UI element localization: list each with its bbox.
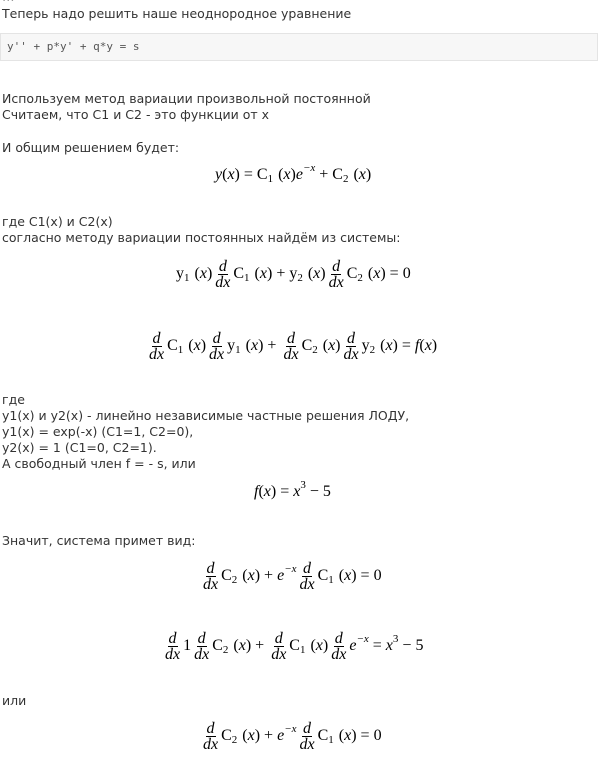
free-term-text: А свободный член f = - s, или — [2, 456, 196, 471]
where-text-3: где — [2, 392, 25, 407]
independence-text: y1(x) и y2(x) - линейно независимые частные решения ЛОДУ, — [2, 408, 410, 423]
cut-off-text — [2, 0, 15, 5]
system-equation-1: y 1 ( x ) $\frac{d}{dx}$ C 1 ( x ) + y 2 ( x ) $\frac{d}{dx}$ C 2 ( x ) = 0 — [176, 257, 411, 291]
system-equation-2: $\frac{d}{dx}$ C 1 ( x ) $\frac{d}{dx}$ y 1 ( x ) + $\frac{d}{dx}$ C 2 ( x ) $\frac{d}{dx}$ y 2 ( x ) = f ( x ) — [149, 329, 438, 363]
where-text-2: согласно методу вариации постоянных найдём из системы: — [2, 230, 401, 245]
general-solution-label: И общим решением будет: — [2, 140, 180, 155]
final-system-equation-2: $\frac{d}{dx}$ 1 $\frac{d}{dx}$ C 2 ( x ) + $\frac{d}{dx}$ C 1 ( x ) $\frac{d}{dx}$ e −x = x 3 − 5 — [165, 629, 424, 663]
where-text-1: где C1(x) и C2(x) — [2, 214, 113, 229]
method-text-2: Считаем, что C1 и C2 - это функции от x — [2, 107, 270, 122]
system-label: Значит, система примет вид: — [2, 533, 196, 548]
code-block: y'' + p*y' + q*y = s — [0, 33, 598, 61]
y2-definition: y2(x) = 1 (C1=0, C2=1). — [2, 440, 157, 455]
general-solution-formula: y ( x ) = C 1 ( x ) e −x + C 2 ( x ) — [215, 162, 372, 185]
final-system-equation-3: $\frac{d}{dx}$ C 2 ( x ) + e −x $\frac{d}{dx}$ C 1 ( x ) = 0 — [203, 719, 382, 753]
final-system-equation-1: $\frac{d}{dx}$ C 2 ( x ) + e −x $\frac{d}{dx}$ C 1 ( x ) = 0 — [203, 559, 382, 593]
method-text-1: Используем метод вариации произвольной постоянной — [2, 91, 371, 106]
free-term-formula: f ( x ) = x 3 − 5 — [254, 479, 331, 500]
or-label: или — [2, 693, 27, 708]
intro-text: Теперь надо решить наше неоднородное уравнение — [2, 6, 352, 21]
y1-definition: y1(x) = exp(-x) (C1=1, C2=0), — [2, 424, 194, 439]
